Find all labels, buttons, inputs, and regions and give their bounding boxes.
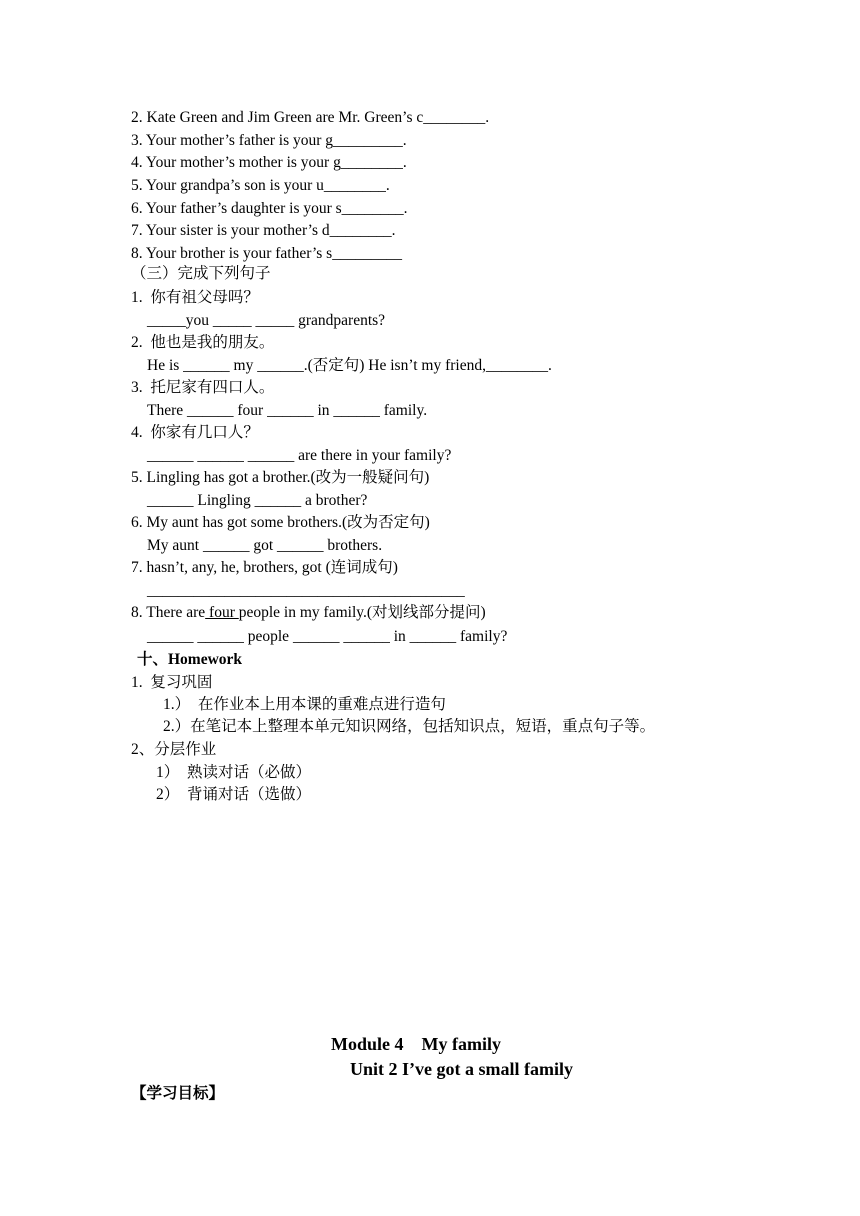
question-text: people in my family.(对划线部分提问) <box>238 604 486 621</box>
question-prompt <box>131 603 486 623</box>
homework-item: 2、分层作业 <box>131 741 217 758</box>
answer-line: There ______ four ______ in ______ family. <box>147 402 428 419</box>
answer-line: ______ Lingling ______ a brother? <box>147 492 368 509</box>
answer-line: My aunt ______ got ______ brothers. <box>147 537 383 554</box>
answer-line: ______ ______ ______ are there in your family? <box>147 447 452 464</box>
exercise-item: 8. Your brother is your father’s s_________ <box>131 245 402 262</box>
objectives-label: 【学习目标】 <box>131 1085 225 1102</box>
homework-item: 1.） 在作业本上用本课的重难点进行造句 <box>163 696 446 713</box>
question-prompt: 3. 托尼家有四口人。 <box>131 379 275 396</box>
exercise-item: 5. Your grandpa’s son is your u________. <box>131 177 390 194</box>
question-prompt: 5. Lingling has got a brother.(改为一般疑问句) <box>131 469 430 486</box>
exercise-item: 7. Your sister is your mother’s d________. <box>131 222 396 239</box>
homework-item: 2） 背诵对话（选做） <box>156 786 312 803</box>
underlined-word: four <box>205 604 239 621</box>
exercise-item: 4. Your mother’s mother is your g________. <box>131 154 407 171</box>
module-title: Module 4 My family <box>331 1034 501 1054</box>
question-prompt: 1. 你有祖父母吗？ <box>131 289 259 306</box>
section-heading: （三）完成下列句子 <box>131 265 271 282</box>
question-text: 8. There are <box>131 604 206 621</box>
answer-line: _________________________________________ <box>147 582 465 599</box>
question-prompt: 7. hasn’t, any, he, brothers, got (连词成句) <box>131 559 398 576</box>
question-prompt: 4. 你家有几口人？ <box>131 424 259 441</box>
question-prompt: 2. 他也是我的朋友。 <box>131 334 275 351</box>
exercise-item: 2. Kate Green and Jim Green are Mr. Green’s c________. <box>131 109 490 126</box>
homework-item: 1. 复习巩固 <box>131 674 213 691</box>
answer-line: He is ______ my ______.(否定句) He isn’t my friend,________. <box>147 357 552 374</box>
unit-title: Unit 2 I’ve got a small family <box>350 1059 573 1079</box>
exercise-item: 6. Your father’s daughter is your s________. <box>131 200 408 217</box>
exercise-item: 3. Your mother’s father is your g_________. <box>131 132 407 149</box>
answer-line: _____you _____ _____ grandparents? <box>147 312 386 329</box>
homework-item: 2.）在笔记本上整理本单元知识网络，包括知识点，短语，重点句子等。 <box>163 718 656 735</box>
answer-line: ______ ______ people ______ ______ in ______ family? <box>147 628 508 645</box>
homework-heading: 十、Homework <box>137 651 243 668</box>
question-prompt: 6. My aunt has got some brothers.(改为否定句) <box>131 514 430 531</box>
homework-item: 1） 熟读对话（必做） <box>156 764 312 781</box>
